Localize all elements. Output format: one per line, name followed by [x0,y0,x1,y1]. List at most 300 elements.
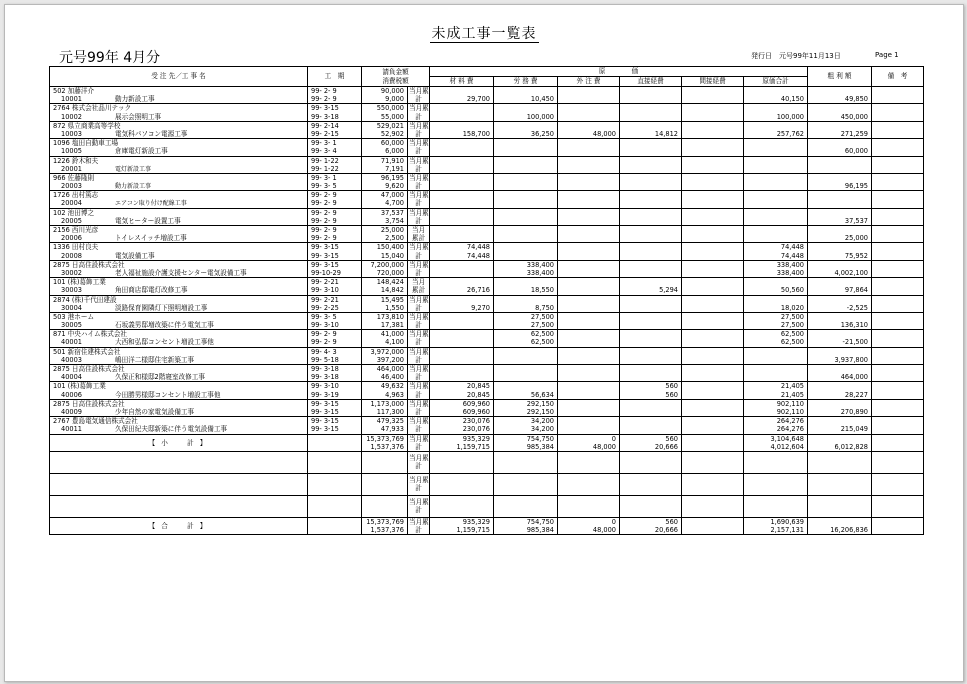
cell-line-top [561,87,616,95]
cell-direct [620,260,682,277]
kind-top: 当月累 [409,399,429,408]
cell-client [50,382,308,399]
term-end: 99- 3-18 [311,112,339,121]
cell-material [430,517,494,534]
cell-kind [408,347,430,364]
kind-top: 当月累 [409,347,429,356]
cell-kind [408,156,430,173]
cell-subcontract [558,473,620,495]
cell-subcontract [558,434,620,451]
cell-line-top [685,261,740,269]
cell-subcontract [558,399,620,416]
cell-line-bottom: 100,000 [526,112,554,121]
kind-bottom: 計 [415,338,422,347]
cell-line-top [561,296,616,304]
cell-line-bottom [561,304,616,312]
cell-line-bottom: 985,384 [526,526,554,535]
grandtotal-label: 【 合 計 】 [50,517,308,534]
cell-line-top [561,174,616,182]
cell-line-top [497,296,554,304]
cell-line-top [747,296,804,304]
cell-line-top [623,174,678,182]
job-name: 角田商店邸電灯改修工事 [115,286,188,295]
tax-amount: 7,191 [385,164,404,173]
cell-material [430,191,494,208]
cell-line-bottom: 36,250 [530,129,554,138]
cell-profit: 49,850 [808,87,872,104]
cell-labor [494,139,558,156]
cell-line-top [623,296,678,304]
cell-term [308,173,362,190]
kind-bottom: 計 [415,95,422,104]
kind-bottom: 計 [415,147,422,156]
cell-labor [494,365,558,382]
cell-material [430,87,494,104]
client-name: 2764 株式会社品川テック [53,104,132,113]
client-name: 2875 日高住設株式会社 [53,399,125,408]
cell-term [308,330,362,347]
kind-bottom: 計 [415,112,422,121]
kind-top: 当月累 [409,156,429,165]
term-start: 99- 2-14 [311,121,339,130]
cell-term [308,365,362,382]
table-row [50,226,924,243]
cell-line-top [433,226,490,234]
cell-costtotal [744,104,808,121]
cell-labor [494,226,558,243]
cell-line-top [561,261,616,269]
cell-remarks [872,517,924,534]
cell-costtotal [744,451,808,473]
cell-costtotal [744,295,808,312]
cell-line-top [561,209,616,217]
cell-line-bottom [561,408,616,416]
tax-amount: 117,300 [376,407,404,416]
issue-date: 発行日 元号99年11月13日 [751,52,841,60]
cell-material [430,365,494,382]
job-name: 動力新設工事 [115,95,155,104]
cell-remarks [872,330,924,347]
term-start: 99- 3-10 [311,382,339,391]
kind-top: 当月 [411,226,426,234]
tax-amount: 2,500 [385,234,404,243]
cell-profit [808,451,872,473]
cell-line-top [433,348,490,356]
cell-line-bottom [747,356,804,364]
table-row [50,312,924,329]
term-end: 99- 2-25 [311,303,339,312]
term-end: 99- 3-10 [311,321,339,330]
kind-bottom: 計 [415,462,422,471]
kind-top: 当月累 [409,208,429,217]
cell-material [430,399,494,416]
job-number: 20004 [61,199,82,208]
cell-line-top [433,296,490,304]
cell-line-bottom [623,234,678,242]
job-number: 20008 [61,251,82,260]
cell-line-bottom [623,252,678,260]
cell-profit [808,473,872,495]
cell-client [50,139,308,156]
table-row [50,295,924,312]
cell-term [308,495,362,517]
cell-indirect [682,191,744,208]
cell-amount [362,121,408,138]
cell-labor [494,434,558,451]
tax-amount: 14,842 [380,286,404,295]
cell-direct [620,104,682,121]
cell-line-bottom [433,182,490,190]
subtotal-label: 【 小 計 】 [50,434,308,451]
kind-bottom: 計 [415,268,422,277]
kind-top: 当月累 [409,173,429,182]
cell-line-bottom: 560 [665,390,678,399]
cell-line-bottom [561,217,616,225]
kind-top: 当月累 [409,260,429,269]
cell-direct [620,365,682,382]
cell-line-bottom [623,113,678,121]
cell-client [50,226,308,243]
cell-line-top [561,157,616,165]
contract-amount: 41,000 [380,330,404,339]
cell-kind [408,399,430,416]
cell-line-top [561,226,616,234]
tax-amount: 4,700 [385,199,404,208]
cell-indirect [682,260,744,277]
job-number: 10003 [61,129,82,138]
cell-costtotal [744,365,808,382]
cell-line-top [497,226,554,234]
cell-line-bottom [561,165,616,173]
cell-line-top [497,209,554,217]
cell-client [50,312,308,329]
cell-term [308,121,362,138]
cell-client [50,365,308,382]
cell-labor [494,517,558,534]
cell-client [50,104,308,121]
kind-top: 当月累 [409,295,429,304]
cell-line-top [497,191,554,199]
kind-bottom: 計 [415,129,422,138]
term-start: 99- 2- 9 [311,226,337,234]
cell-subcontract [558,87,620,104]
cell-line-bottom: 5,294 [659,286,678,295]
contract-amount: 49,632 [380,382,404,391]
kind-top: 当月累 [409,476,429,485]
cell-labor [494,417,558,434]
col-material-header: 材 料 費 [430,77,494,87]
cell-amount [362,473,408,495]
term-start: 99- 2- 9 [311,191,337,200]
page-number: Page 1 [875,51,899,59]
tax-amount: 720,000 [376,268,404,277]
tax-amount: 3,754 [385,216,404,225]
cell-line-bottom: 18,020 [780,303,804,312]
cell-costtotal [744,278,808,295]
job-line [53,373,304,381]
cell-line-bottom: 29,700 [466,95,490,104]
cell-kind [408,226,430,243]
col-cost-header: 原 価 [430,67,808,77]
cell-kind [408,104,430,121]
cell-remarks [872,104,924,121]
cell-line-bottom [561,286,616,294]
cell-profit: 96,195 [808,173,872,190]
cell-indirect [682,208,744,225]
cell-material [430,347,494,364]
job-line [53,165,304,173]
cell-line-top [623,313,678,321]
cell-line-bottom [747,165,804,173]
cell-subcontract [558,517,620,534]
cell-line-bottom [433,269,490,277]
cell-kind [408,295,430,312]
term-end: 99- 2- 9 [311,234,337,243]
cell-line-top [497,382,554,390]
cell-subcontract [558,495,620,517]
cell-amount [362,87,408,104]
cell-line-bottom [561,338,616,346]
cell-term [308,243,362,260]
cell-kind [408,365,430,382]
job-name: 今田勝男様邸コンセント増設工事他 [115,390,221,399]
cell-line-bottom: 14,812 [654,129,678,138]
cell-line-bottom [685,356,740,364]
cell-direct [620,156,682,173]
cell-line-top [747,278,804,286]
cell-line-top [623,209,678,217]
cell-remarks [872,382,924,399]
job-name: 淡路保育園隣灯下照明増設工事 [115,303,208,312]
tax-amount: 397,200 [376,355,404,364]
cell-line-bottom [685,338,740,346]
term-end: 99- 3- 5 [311,182,337,191]
cell-direct [620,517,682,534]
cell-line-top [685,296,740,304]
cell-term [308,473,362,495]
cell-line-top [497,87,554,95]
cell-indirect [682,139,744,156]
cell-kind [408,278,430,295]
table-row [50,191,924,208]
cell-remarks [872,278,924,295]
col-remarks-header: 備 考 [872,67,924,87]
job-number: 20001 [61,164,82,173]
cell-line-top [433,278,490,286]
cell-line-bottom [685,113,740,121]
cell-line-bottom [497,373,554,381]
cell-amount [362,517,408,534]
cell-line-bottom [497,217,554,225]
cell-kind [408,382,430,399]
cell-subcontract [558,121,620,138]
cell-remarks [872,208,924,225]
cell-costtotal [744,517,808,534]
cell-amount [362,139,408,156]
cell-line-top [747,209,804,217]
cell-line-top: 754,750 [526,517,554,526]
cell-line-bottom [685,373,740,381]
cell-direct [620,330,682,347]
kind-top: 当月累 [409,517,429,526]
tax-amount: 1,550 [385,303,404,312]
contract-amount: 15,373,769 [366,434,404,443]
cell-line-top: 74,448 [466,243,490,252]
cell-line-bottom [747,182,804,190]
cell-remarks [872,173,924,190]
col-amount-top: 請負金額 [382,68,409,77]
cell-remarks [872,156,924,173]
client-name: 502 加藤洋介 [53,87,95,95]
tax-amount: 15,040 [380,251,404,260]
kind-bottom: 計 [415,355,422,364]
cell-material [430,330,494,347]
cell-line-bottom [497,147,554,155]
kind-top: 当月累 [409,312,429,321]
cell-line-top [747,104,804,112]
cell-line-bottom [747,234,804,242]
cell-line-bottom: 1,159,715 [456,442,490,451]
cell-amount [362,173,408,190]
report-title-text: 未成工事一覧表 [431,26,537,42]
term-end: 99- 3- 4 [311,147,337,156]
cell-direct [620,278,682,295]
cell-line-top [561,278,616,286]
cell-profit: 270,890 [808,399,872,416]
cell-line-top [623,157,678,165]
cell-line-bottom [561,147,616,155]
job-line [53,269,304,277]
cell-line-top [561,382,616,390]
cell-costtotal [744,173,808,190]
cell-line-bottom: 264,276 [776,425,804,434]
cell-line-top [433,261,490,269]
contract-amount: 25,000 [380,226,404,234]
cell-line-top: 74,448 [780,243,804,252]
cell-amount [362,243,408,260]
kind-top: 当月累 [409,454,429,463]
col-labor-header: 労 務 費 [494,77,558,87]
term-start: 99- 3-18 [311,365,339,373]
client-name: 2156 西川光彦 [53,226,99,234]
contract-amount: 47,000 [380,191,404,200]
job-number: 40011 [61,425,82,434]
cell-labor [494,473,558,495]
col-amount-bottom: 消費税額 [382,76,409,85]
cell-indirect [682,87,744,104]
cell-line-bottom [623,373,678,381]
cell-line-top [685,209,740,217]
cell-term [308,87,362,104]
cell-amount [362,399,408,416]
cell-line-bottom: 62,500 [530,338,554,347]
cell-term [308,139,362,156]
cell-material [430,121,494,138]
cell-subcontract [558,312,620,329]
term-start: 99- 2-21 [311,295,339,304]
job-name: 電気科パソコン電源工事 [115,129,188,138]
kind-top: 当月累 [409,330,429,339]
cell-labor [494,382,558,399]
cell-direct [620,208,682,225]
tax-amount: 17,381 [380,321,404,330]
tax-amount: 55,000 [380,112,404,121]
cell-material [430,473,494,495]
cell-amount [362,495,408,517]
tax-amount: 1,537,376 [370,442,404,451]
cell-line-bottom: 338,400 [526,268,554,277]
kind-top: 当月 [411,278,426,287]
col-costtotal-header: 原価合計 [744,77,808,87]
cell-line-top: 560 [665,434,678,443]
cell-costtotal [744,260,808,277]
cell-subcontract [558,417,620,434]
table-row [50,208,924,225]
cell-line-bottom [685,408,740,416]
job-name: 久保正和様邸2階寝室改修工事 [115,373,205,382]
cell-line-top [685,313,740,321]
kind-top: 当月累 [409,139,429,148]
client-name: 102 池田博之 [53,208,95,217]
cell-labor [494,87,558,104]
cell-line-bottom [747,217,804,225]
kind-bottom: 計 [415,251,422,260]
job-line [53,391,304,399]
cell-subcontract [558,451,620,473]
cell-profit: 136,310 [808,312,872,329]
cell-costtotal [744,139,808,156]
cell-remarks [872,451,924,473]
contract-amount: 3,972,000 [370,347,404,356]
cell-line-bottom [561,182,616,190]
cell-costtotal [744,156,808,173]
cell-client [50,87,308,104]
col-profit-header: 粗 利 額 [808,67,872,87]
cell-line-top [685,518,740,526]
cell-line-bottom [433,199,490,207]
cell-profit: 25,000 [808,226,872,243]
table-row [50,104,924,121]
cell-material [430,451,494,473]
cell-profit: 4,002,100 [808,260,872,277]
cell-line-bottom [433,113,490,121]
term-end: 99- 3-10 [311,286,339,295]
cell-material [430,243,494,260]
cell-line-bottom [685,269,740,277]
cell-remarks [872,473,924,495]
cell-term [308,434,362,451]
cell-remarks [872,399,924,416]
job-number: 40001 [61,338,82,347]
term-start: 99- 2- 9 [311,87,337,95]
cell-line-top [685,104,740,112]
kind-bottom: 計 [415,303,422,312]
cell-indirect [682,226,744,243]
cell-line-top [623,400,678,408]
cell-line-top [747,174,804,182]
cell-subcontract [558,278,620,295]
cell-subcontract [558,260,620,277]
cell-material [430,208,494,225]
cell-material [430,382,494,399]
cell-line-top [747,226,804,234]
cell-line-top [561,365,616,373]
cell-line-bottom [497,199,554,207]
term-start: 99- 2- 9 [311,330,337,339]
job-name: 展示会照明工事 [115,112,162,121]
cell-labor [494,399,558,416]
cell-line-bottom [685,286,740,294]
